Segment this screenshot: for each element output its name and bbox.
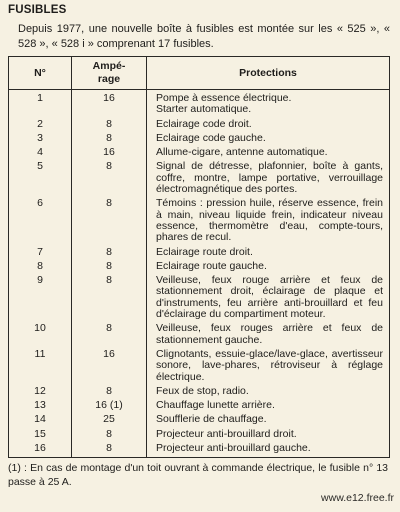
fuse-protection-cell: Allume-cigare, antenne automatique.: [156, 146, 328, 159]
fuse-number-cell: 14: [9, 411, 72, 425]
fuse-amperage-cell: 8: [72, 440, 147, 458]
fuse-number-cell: 15: [9, 426, 72, 440]
fuse-number-cell: 7: [9, 244, 72, 258]
fuse-number-cell: 5: [9, 158, 72, 195]
fuse-amperage-cell: [72, 104, 147, 115]
table-row: [9, 116, 390, 130]
watermark: www.e12.free.fr: [321, 492, 394, 504]
fuse-protection-cell: Signal de détresse, plafonnier, boîte à gants, coffre, montre, lampe portative, verrouillage électromagnétique des portes.: [156, 160, 383, 196]
fuse-protection-cell: Clignotants, essuie-glace/lave-glace, avertisseur sonore, lave-phares, rétroviseur à réglage électrique.: [156, 347, 383, 383]
table-header-row: [9, 57, 390, 90]
fuse-number-cell: 6: [9, 195, 72, 243]
fuse-protection-cell: Projecteur anti-brouillard gauche.: [156, 442, 311, 455]
fuse-table-body: [9, 90, 390, 458]
section-heading: FUSIBLES: [8, 4, 67, 16]
fuse-amperage-cell: 16 (1): [72, 397, 147, 411]
fuse-amperage-cell: 8: [72, 320, 147, 346]
table-row: [9, 258, 390, 272]
fuse-amperage-cell: 8: [72, 244, 147, 258]
fuse-protection-cell: Veilleuse, feux rouges arrière et feux de stationnement gauche.: [156, 322, 383, 346]
fuse-protection-cell: Eclairage code droit.: [156, 117, 252, 130]
fuse-amperage-cell: 16: [72, 90, 147, 105]
table-row: [9, 195, 390, 243]
fuse-protection-cell: Veilleuse, feux rouge arrière et feux de stationnement droit, éclairage de plaque et d'instruments, feu arrière anti-brouillard et feu d'éclairage du compartiment moteur.: [156, 274, 383, 321]
fuse-protection-cell: Projecteur anti-brouillard droit.: [156, 427, 297, 440]
fuse-table: [8, 56, 390, 458]
header-amperage-line1: Ampé-: [92, 60, 126, 72]
fuse-protection-cell: Eclairage route gauche.: [156, 259, 267, 272]
fuse-amperage-cell: 8: [72, 195, 147, 243]
header-number: N°: [9, 57, 72, 90]
fuse-amperage-cell: 16: [72, 346, 147, 383]
fuse-amperage-cell: 8: [72, 272, 147, 320]
fuse-protection-cell: Feux de stop, radio.: [156, 384, 249, 397]
fuse-number-cell: 3: [9, 130, 72, 144]
fuse-number-cell: 1: [9, 90, 72, 105]
fuse-number-cell: 9: [9, 272, 72, 320]
header-amperage: [72, 57, 147, 90]
fuse-protection-cell: Chauffage lunette arrière.: [156, 399, 275, 412]
table-row: [9, 272, 390, 320]
footnote-marker: (1) :: [8, 462, 27, 474]
fuse-protection-cell: Eclairage code gauche.: [156, 131, 266, 144]
footnote-text: En cas de montage d'un toit ouvrant à commande électrique, le fusible n° 13 passe à 25 A.: [8, 462, 388, 488]
table-row: [9, 411, 390, 425]
footnote: [8, 461, 388, 489]
fuse-number-cell: 11: [9, 346, 72, 383]
table-row: [9, 320, 390, 346]
fuse-amperage-cell: 8: [72, 158, 147, 195]
table-row: [9, 346, 390, 383]
fuse-protection-cell: Soufflerie de chauffage.: [156, 413, 267, 426]
fuse-amperage-cell: 8: [72, 426, 147, 440]
table-row: [9, 144, 390, 158]
header-protections: Protections: [147, 57, 390, 90]
table-row: [9, 426, 390, 440]
fuse-number-cell: [9, 104, 72, 115]
fuse-number-cell: 10: [9, 320, 72, 346]
table-row: [9, 383, 390, 397]
fuse-number-cell: 12: [9, 383, 72, 397]
table-row: [9, 90, 390, 105]
fuse-amperage-cell: 8: [72, 116, 147, 130]
fuse-protection-cell: Eclairage route droit.: [156, 245, 253, 258]
header-amperage-line2: rage: [97, 73, 121, 85]
fuse-number-cell: 13: [9, 397, 72, 411]
fuse-protection-cell: Starter automatique.: [156, 103, 252, 116]
fuse-amperage-cell: 8: [72, 258, 147, 272]
table-row: [9, 130, 390, 144]
table-row: [9, 104, 390, 115]
table-row: [9, 397, 390, 411]
table-row: [9, 158, 390, 195]
fuse-number-cell: 16: [9, 440, 72, 458]
fuse-amperage-cell: 25: [72, 411, 147, 425]
fuse-protection-cell: Pompe à essence électrique.: [156, 92, 292, 104]
fuse-amperage-cell: 8: [72, 383, 147, 397]
intro-paragraph: Depuis 1977, une nouvelle boîte à fusibles est montée sur les « 525 », « 528 », « 528 i » comprenant 17 fusibles.: [18, 23, 390, 50]
fuse-number-cell: 4: [9, 144, 72, 158]
table-row: [9, 440, 390, 458]
fuse-amperage-cell: 8: [72, 130, 147, 144]
fuse-protection-cell: Témoins : pression huile, réserve essence, frein à main, niveau liquide frein, indicateur niveau essence, thermomètre d'eau, compte-tours, phares de recul.: [156, 197, 383, 244]
fuse-number-cell: 8: [9, 258, 72, 272]
fuse-amperage-cell: 16: [72, 144, 147, 158]
table-row: [9, 244, 390, 258]
fuse-number-cell: 2: [9, 116, 72, 130]
